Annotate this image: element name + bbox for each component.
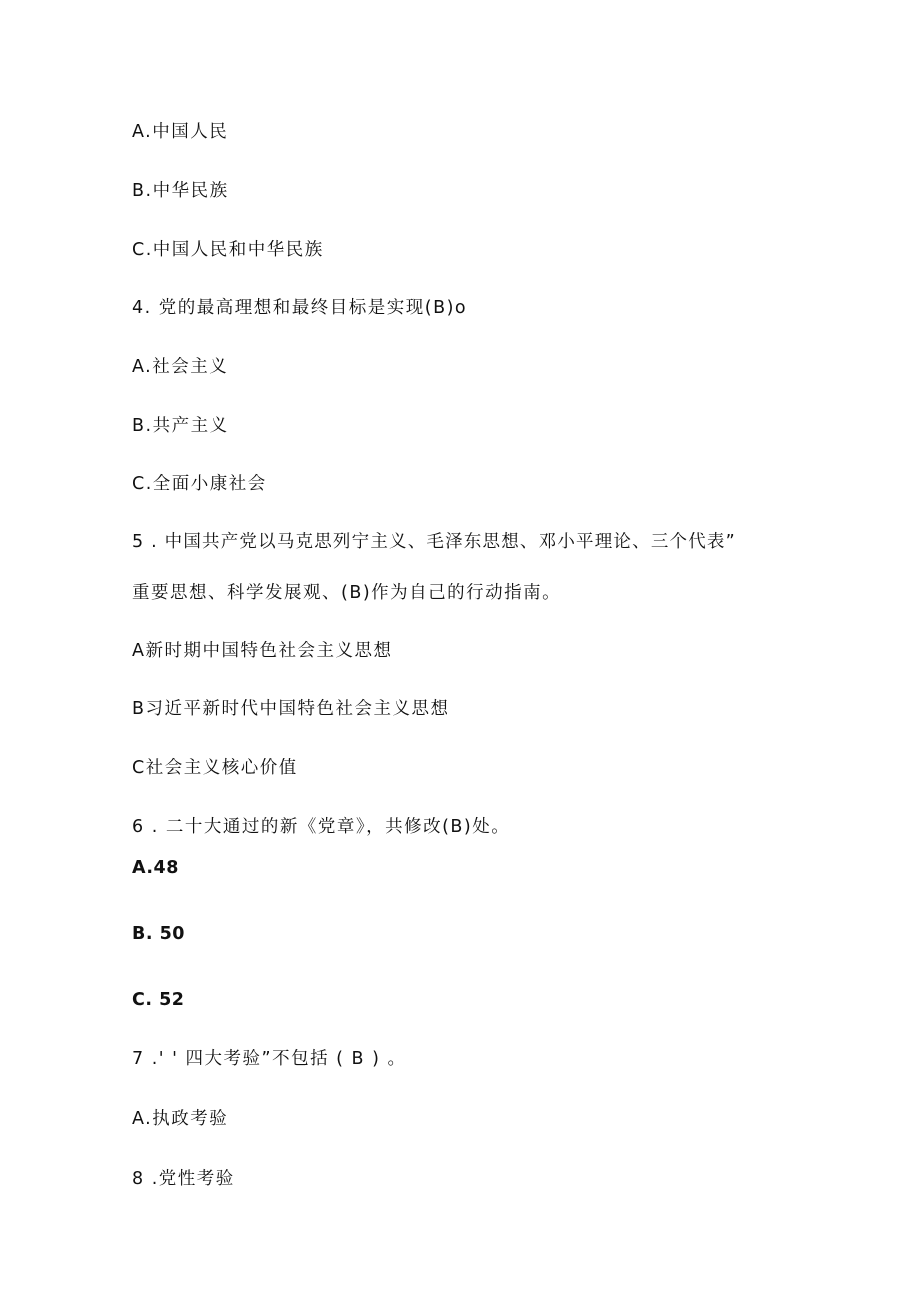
option-4b: B.共产主义 — [132, 416, 229, 436]
question-6: 6 . 二十大通过的新《党章》，共修改(B)处。 — [132, 817, 511, 837]
option-4a: A.社会主义 — [132, 357, 229, 377]
question-5-line-2: 重要思想、科学发展观、(B)作为自己的行动指南。 — [132, 583, 562, 603]
question-5-line-1: 5 . 中国共产党以马克思列宁主义、毛泽东思想、邓小平理论、三个代表” — [132, 532, 736, 552]
option-3a: A.中国人民 — [132, 122, 229, 142]
question-8: 8 .党性考验 — [132, 1169, 235, 1189]
option-6c: C. 52 — [132, 990, 185, 1010]
question-4: 4. 党的最高理想和最终目标是实现(B)o — [132, 298, 468, 318]
option-3b: B.中华民族 — [132, 181, 229, 201]
option-6b: B. 50 — [132, 924, 185, 944]
question-7: 7 .' ' 四大考验”不包括 ( B ) 。 — [132, 1049, 407, 1069]
option-3c: C.中国人民和中华民族 — [132, 240, 324, 260]
option-5c: C社会主义核心价值 — [132, 758, 298, 778]
option-6a: A.48 — [132, 858, 179, 878]
option-4c: C.全面小康社会 — [132, 474, 267, 494]
option-7a: A.执政考验 — [132, 1109, 229, 1129]
option-5b: B习近平新时代中国特色社会主义思想 — [132, 699, 450, 719]
option-5a: A新时期中国特色社会主义思想 — [132, 641, 393, 661]
